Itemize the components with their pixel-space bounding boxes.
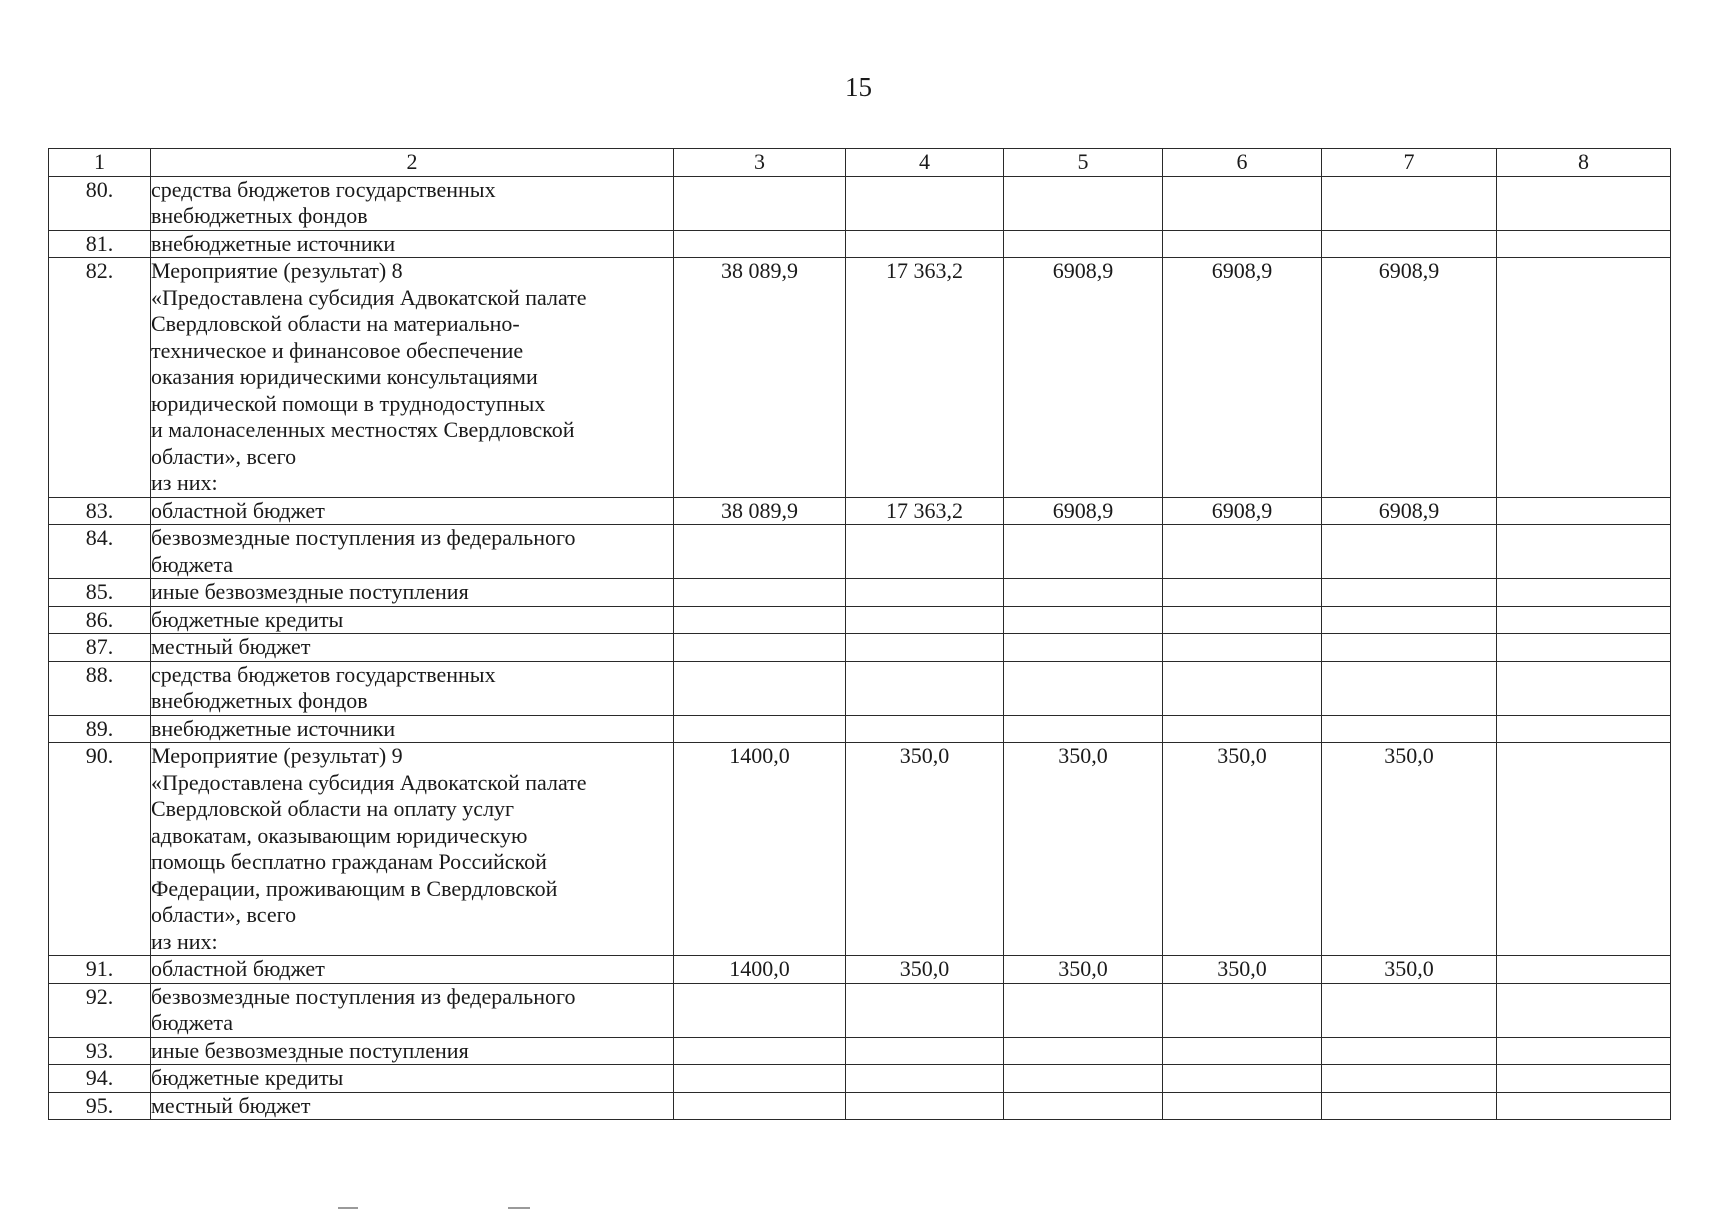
value-cell-col-5 — [1004, 525, 1163, 579]
description-line: техническое и финансовое обеспечение — [151, 337, 524, 363]
value-cell-col-8 — [1497, 1065, 1671, 1093]
value-cell-col-4: 17 363,2 — [846, 497, 1004, 525]
description-line: Свердловской области на оплату услуг — [151, 796, 515, 821]
description-line: «Предоставлена субсидия Адвокатской палате — [151, 769, 587, 795]
row-description — [151, 1092, 674, 1120]
table-row — [49, 1092, 1671, 1120]
value-cell-col-4 — [846, 983, 1004, 1037]
value-cell-col-8 — [1497, 956, 1671, 984]
value-cell-col-7: 6908,9 — [1322, 497, 1497, 525]
row-number: 92. — [49, 983, 151, 1037]
value-cell-col-3 — [674, 983, 846, 1037]
row-description — [151, 715, 674, 743]
description-line: бюджетные кредиты — [151, 1065, 344, 1090]
value-cell-col-6 — [1163, 176, 1322, 230]
value-cell-col-5 — [1004, 230, 1163, 258]
row-description — [151, 230, 674, 258]
row-description — [151, 497, 674, 525]
description-line: средства бюджетов государственных — [151, 661, 496, 687]
value-cell-col-7 — [1322, 715, 1497, 743]
value-cell-col-6: 6908,9 — [1163, 497, 1322, 525]
value-cell-col-4 — [846, 1092, 1004, 1120]
description-line: иные безвозмездные поступления — [151, 1037, 469, 1063]
description-line: Свердловской области на материально- — [151, 311, 520, 336]
description-line: области», всего — [151, 902, 297, 927]
value-cell-col-7 — [1322, 634, 1497, 662]
table-row — [49, 715, 1671, 743]
row-number: 86. — [49, 606, 151, 634]
value-cell-col-7: 350,0 — [1322, 743, 1497, 956]
page-number: 15 — [845, 72, 872, 102]
value-cell-col-7 — [1322, 579, 1497, 607]
row-description — [151, 743, 674, 956]
column-header: 5 — [1004, 149, 1163, 177]
description-line: юридической помощи в труднодоступных — [151, 390, 546, 416]
column-header: 3 — [674, 149, 846, 177]
value-cell-col-4 — [846, 715, 1004, 743]
value-cell-col-8 — [1497, 176, 1671, 230]
value-cell-col-4 — [846, 1037, 1004, 1065]
value-cell-col-5 — [1004, 715, 1163, 743]
description-line: бюджета — [151, 551, 234, 577]
value-cell-col-3: 1400,0 — [674, 956, 846, 984]
table-row — [49, 661, 1671, 715]
value-cell-col-3: 38 089,9 — [674, 258, 846, 498]
column-header: 7 — [1322, 149, 1497, 177]
value-cell-col-6 — [1163, 1037, 1322, 1065]
value-cell-col-5 — [1004, 661, 1163, 715]
value-cell-col-7 — [1322, 230, 1497, 258]
value-cell-col-8 — [1497, 579, 1671, 607]
budget-table — [48, 148, 1671, 1120]
value-cell-col-6 — [1163, 983, 1322, 1037]
value-cell-col-6 — [1163, 1092, 1322, 1120]
description-line: областной бюджет — [151, 956, 325, 981]
value-cell-col-5 — [1004, 176, 1163, 230]
value-cell-col-8 — [1497, 606, 1671, 634]
value-cell-col-8 — [1497, 634, 1671, 662]
value-cell-col-6 — [1163, 525, 1322, 579]
value-cell-col-4 — [846, 661, 1004, 715]
table-row — [49, 743, 1671, 956]
value-cell-col-6: 350,0 — [1163, 743, 1322, 956]
description-line: Федерации, проживающим в Свердловской — [151, 875, 558, 901]
value-cell-col-4 — [846, 606, 1004, 634]
column-header: 2 — [151, 149, 674, 177]
value-cell-col-7 — [1322, 176, 1497, 230]
table-row — [49, 258, 1671, 498]
value-cell-col-5 — [1004, 606, 1163, 634]
value-cell-col-7 — [1322, 1065, 1497, 1093]
row-number: 89. — [49, 715, 151, 743]
value-cell-col-5 — [1004, 634, 1163, 662]
value-cell-col-6: 350,0 — [1163, 956, 1322, 984]
row-description — [151, 956, 674, 984]
description-line: областной бюджет — [151, 497, 325, 523]
value-cell-col-6 — [1163, 1065, 1322, 1093]
row-description — [151, 176, 674, 230]
row-description — [151, 606, 674, 634]
value-cell-col-8 — [1497, 230, 1671, 258]
value-cell-col-6: 6908,9 — [1163, 258, 1322, 498]
value-cell-col-8 — [1497, 661, 1671, 715]
description-line: внебюджетных фондов — [151, 688, 368, 713]
value-cell-col-8 — [1497, 1037, 1671, 1065]
value-cell-col-5 — [1004, 1092, 1163, 1120]
value-cell-col-7: 350,0 — [1322, 956, 1497, 984]
description-line: безвозмездные поступления из федерального — [151, 525, 576, 550]
table-row — [49, 634, 1671, 662]
value-cell-col-6 — [1163, 634, 1322, 662]
row-number: 87. — [49, 634, 151, 662]
row-number: 91. — [49, 956, 151, 984]
column-header: 8 — [1497, 149, 1671, 177]
value-cell-col-5 — [1004, 1037, 1163, 1065]
row-description — [151, 525, 674, 579]
description-line: безвозмездные поступления из федерального — [151, 983, 576, 1009]
value-cell-col-6 — [1163, 661, 1322, 715]
value-cell-col-8 — [1497, 983, 1671, 1037]
row-description — [151, 661, 674, 715]
row-number: 95. — [49, 1092, 151, 1120]
row-number: 84. — [49, 525, 151, 579]
table-row — [49, 230, 1671, 258]
description-line: средства бюджетов государственных — [151, 176, 496, 202]
value-cell-col-3 — [674, 1092, 846, 1120]
value-cell-col-3 — [674, 634, 846, 662]
value-cell-col-7 — [1322, 606, 1497, 634]
value-cell-col-4: 350,0 — [846, 956, 1004, 984]
value-cell-col-7 — [1322, 525, 1497, 579]
description-line: и малонаселенных местностях Свердловской — [151, 417, 575, 442]
value-cell-col-6 — [1163, 715, 1322, 743]
value-cell-col-7: 6908,9 — [1322, 258, 1497, 498]
value-cell-col-4: 17 363,2 — [846, 258, 1004, 498]
description-line: внебюджетные источники — [151, 230, 396, 256]
row-number: 93. — [49, 1037, 151, 1065]
value-cell-col-4 — [846, 176, 1004, 230]
value-cell-col-5 — [1004, 579, 1163, 607]
row-number: 80. — [49, 176, 151, 230]
value-cell-col-8 — [1497, 743, 1671, 956]
row-number: 81. — [49, 230, 151, 258]
value-cell-col-6 — [1163, 606, 1322, 634]
row-description — [151, 1065, 674, 1093]
table-row — [49, 176, 1671, 230]
table-row — [49, 497, 1671, 525]
row-number: 82. — [49, 258, 151, 498]
description-line: из них: — [151, 470, 218, 495]
value-cell-col-4: 350,0 — [846, 743, 1004, 956]
value-cell-col-7 — [1322, 1092, 1497, 1120]
table-row — [49, 579, 1671, 607]
description-line: адвокатам, оказывающим юридическую — [151, 822, 528, 848]
table-row — [49, 525, 1671, 579]
value-cell-col-3 — [674, 606, 846, 634]
row-number: 83. — [49, 497, 151, 525]
description-line: внебюджетные источники — [151, 715, 396, 741]
value-cell-col-5: 350,0 — [1004, 743, 1163, 956]
description-line: иные безвозмездные поступления — [151, 579, 469, 604]
column-header: 6 — [1163, 149, 1322, 177]
table-row — [49, 983, 1671, 1037]
description-line: оказания юридическими консультациями — [151, 364, 538, 389]
value-cell-col-5 — [1004, 1065, 1163, 1093]
row-description — [151, 1037, 674, 1065]
value-cell-col-4 — [846, 525, 1004, 579]
description-line: области», всего — [151, 443, 297, 469]
value-cell-col-4 — [846, 579, 1004, 607]
value-cell-col-3 — [674, 230, 846, 258]
description-line: бюджета — [151, 1010, 234, 1035]
value-cell-col-8 — [1497, 1092, 1671, 1120]
value-cell-col-6 — [1163, 579, 1322, 607]
description-line: местный бюджет — [151, 1092, 311, 1118]
value-cell-col-3 — [674, 579, 846, 607]
value-cell-col-8 — [1497, 497, 1671, 525]
value-cell-col-5: 350,0 — [1004, 956, 1163, 984]
description-line: помощь бесплатно гражданам Российской — [151, 849, 547, 874]
column-header: 4 — [846, 149, 1004, 177]
value-cell-col-3 — [674, 661, 846, 715]
value-cell-col-3 — [674, 525, 846, 579]
value-cell-col-5 — [1004, 983, 1163, 1037]
table-body — [49, 176, 1671, 1120]
row-number: 85. — [49, 579, 151, 607]
table-row — [49, 1065, 1671, 1093]
row-description — [151, 983, 674, 1037]
row-description — [151, 634, 674, 662]
value-cell-col-8 — [1497, 715, 1671, 743]
description-line: Мероприятие (результат) 9 — [151, 743, 403, 768]
value-cell-col-7 — [1322, 983, 1497, 1037]
value-cell-col-3 — [674, 715, 846, 743]
value-cell-col-8 — [1497, 258, 1671, 498]
value-cell-col-4 — [846, 1065, 1004, 1093]
value-cell-col-3: 1400,0 — [674, 743, 846, 956]
table-row — [49, 956, 1671, 984]
description-line: местный бюджет — [151, 634, 311, 659]
value-cell-col-7 — [1322, 661, 1497, 715]
description-line: Мероприятие (результат) 8 — [151, 258, 403, 283]
value-cell-col-4 — [846, 634, 1004, 662]
value-cell-col-4 — [846, 230, 1004, 258]
header-row — [49, 149, 1671, 177]
value-cell-col-3: 38 089,9 — [674, 497, 846, 525]
table-row — [49, 1037, 1671, 1065]
description-line: «Предоставлена субсидия Адвокатской палате — [151, 284, 587, 310]
description-line: внебюджетных фондов — [151, 203, 368, 228]
row-number: 90. — [49, 743, 151, 956]
value-cell-col-7 — [1322, 1037, 1497, 1065]
description-line: из них: — [151, 928, 218, 954]
description-line: бюджетные кредиты — [151, 606, 344, 632]
value-cell-col-6 — [1163, 230, 1322, 258]
value-cell-col-5: 6908,9 — [1004, 497, 1163, 525]
value-cell-col-3 — [674, 1065, 846, 1093]
row-number: 94. — [49, 1065, 151, 1093]
row-description — [151, 579, 674, 607]
value-cell-col-3 — [674, 176, 846, 230]
row-description — [151, 258, 674, 498]
row-number: 88. — [49, 661, 151, 715]
column-header: 1 — [49, 149, 151, 177]
value-cell-col-3 — [674, 1037, 846, 1065]
value-cell-col-5: 6908,9 — [1004, 258, 1163, 498]
table-row — [49, 606, 1671, 634]
value-cell-col-8 — [1497, 525, 1671, 579]
